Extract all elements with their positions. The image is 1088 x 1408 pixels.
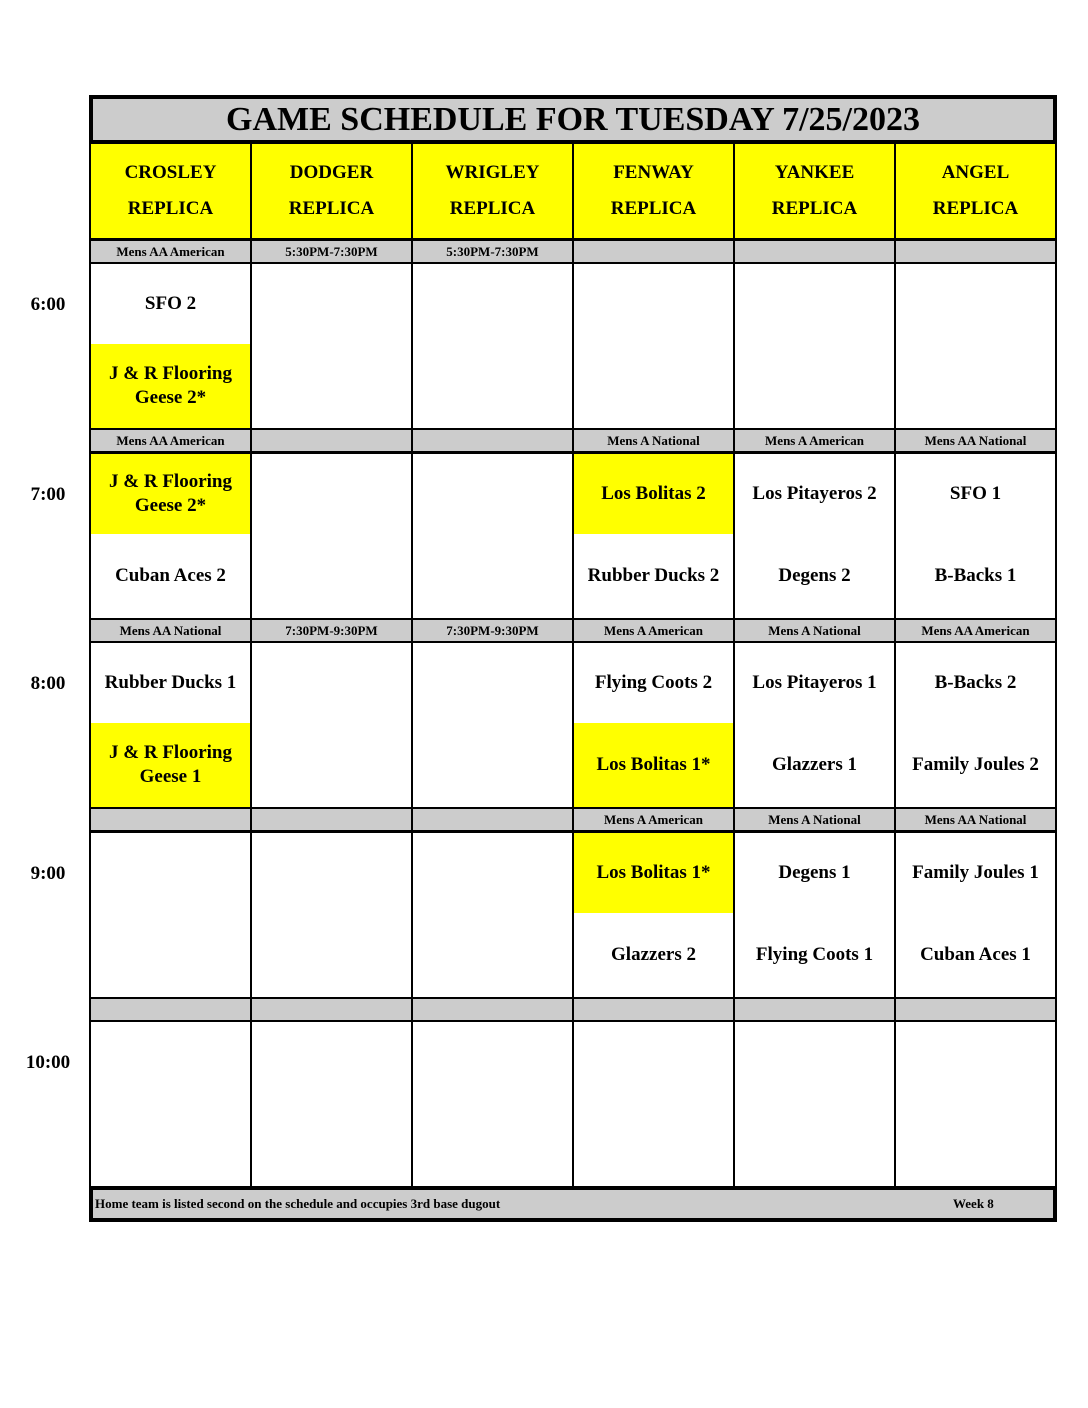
game-cell bbox=[89, 452, 252, 620]
stadium-header-yankee bbox=[733, 142, 896, 240]
away-team: Los Pitayeros 2 bbox=[752, 483, 877, 504]
away-team: Family Joules 1 bbox=[912, 862, 1039, 883]
stadium-name: ANGEL bbox=[941, 162, 1010, 183]
stadium-subtitle: REPLICA bbox=[449, 198, 536, 219]
division-label bbox=[572, 239, 735, 264]
game-cell bbox=[89, 1020, 252, 1188]
time-label: 9:00 bbox=[30, 863, 66, 884]
division-label bbox=[89, 997, 252, 1022]
game-cell bbox=[733, 641, 896, 809]
game-cell bbox=[250, 452, 413, 620]
game-cell bbox=[89, 831, 252, 999]
schedule-title: GAME SCHEDULE FOR TUESDAY 7/25/2023 bbox=[89, 95, 1057, 144]
game-cell bbox=[572, 452, 735, 620]
division-label: Mens A National bbox=[572, 428, 735, 453]
home-team: J & R Flooring Geese 1 bbox=[91, 723, 250, 807]
game-cell bbox=[572, 1020, 735, 1188]
game-cell bbox=[894, 262, 1057, 430]
game-cell bbox=[572, 262, 735, 430]
home-team: Rubber Ducks 2 bbox=[587, 565, 720, 586]
game-cell bbox=[250, 831, 413, 999]
game-cell bbox=[894, 452, 1057, 620]
schedule-footer bbox=[89, 1186, 1057, 1222]
home-team: Family Joules 2 bbox=[912, 754, 1039, 775]
game-cell bbox=[572, 641, 735, 809]
away-team: Los Pitayeros 1 bbox=[752, 672, 877, 693]
division-label: Mens AA National bbox=[894, 807, 1057, 832]
away-team: SFO 1 bbox=[949, 483, 1002, 504]
division-label bbox=[894, 239, 1057, 264]
division-label: 5:30PM-7:30PM bbox=[411, 239, 574, 264]
stadium-name: YANKEE bbox=[774, 162, 855, 183]
away-team: SFO 2 bbox=[144, 293, 197, 314]
division-label: Mens AA American bbox=[89, 428, 252, 453]
time-label: 6:00 bbox=[30, 294, 66, 315]
division-label bbox=[572, 997, 735, 1022]
game-cell bbox=[894, 641, 1057, 809]
stadium-header-fenway bbox=[572, 142, 735, 240]
away-team: J & R Flooring Geese 2* bbox=[91, 454, 250, 534]
game-cell bbox=[411, 262, 574, 430]
division-label bbox=[733, 239, 896, 264]
game-cell bbox=[89, 262, 252, 430]
division-label: Mens AA National bbox=[894, 428, 1057, 453]
game-cell bbox=[733, 1020, 896, 1188]
division-label bbox=[250, 807, 413, 832]
division-label bbox=[411, 428, 574, 453]
stadium-subtitle: REPLICA bbox=[127, 198, 214, 219]
game-cell bbox=[894, 831, 1057, 999]
division-label bbox=[250, 997, 413, 1022]
game-cell bbox=[250, 1020, 413, 1188]
game-cell bbox=[894, 1020, 1057, 1188]
stadium-name: FENWAY bbox=[613, 162, 694, 183]
game-cell bbox=[572, 831, 735, 999]
division-label: Mens A National bbox=[733, 807, 896, 832]
home-team: Glazzers 2 bbox=[611, 944, 696, 965]
away-team: Los Bolitas 1* bbox=[574, 833, 733, 913]
stadium-header-crosley bbox=[89, 142, 252, 240]
game-cell bbox=[411, 452, 574, 620]
game-cell bbox=[733, 831, 896, 999]
division-label: Mens AA National bbox=[89, 618, 252, 643]
stadium-header-wrigley bbox=[411, 142, 574, 240]
home-team: Los Bolitas 1* bbox=[574, 723, 733, 807]
stadium-name: WRIGLEY bbox=[445, 162, 540, 183]
division-label: Mens A American bbox=[572, 618, 735, 643]
division-label bbox=[894, 997, 1057, 1022]
away-team: Los Bolitas 2 bbox=[574, 454, 733, 534]
game-cell bbox=[89, 641, 252, 809]
division-label bbox=[411, 997, 574, 1022]
away-team: Rubber Ducks 1 bbox=[104, 672, 237, 693]
division-label bbox=[89, 807, 252, 832]
division-label: 7:30PM-9:30PM bbox=[250, 618, 413, 643]
home-team: B-Backs 1 bbox=[934, 565, 1017, 586]
game-cell bbox=[250, 641, 413, 809]
home-team: Glazzers 1 bbox=[772, 754, 857, 775]
away-team: B-Backs 2 bbox=[934, 672, 1017, 693]
stadium-header-dodger bbox=[250, 142, 413, 240]
home-team: Cuban Aces 1 bbox=[920, 944, 1031, 965]
home-team: J & R Flooring Geese 2* bbox=[91, 344, 250, 428]
game-cell bbox=[733, 262, 896, 430]
division-label bbox=[733, 997, 896, 1022]
stadium-name: CROSLEY bbox=[124, 162, 217, 183]
division-label: Mens A American bbox=[733, 428, 896, 453]
game-cell bbox=[411, 641, 574, 809]
game-cell bbox=[733, 452, 896, 620]
away-team: Flying Coots 2 bbox=[594, 672, 713, 693]
division-label bbox=[250, 428, 413, 453]
game-cell bbox=[411, 1020, 574, 1188]
stadium-subtitle: REPLICA bbox=[771, 198, 858, 219]
stadium-subtitle: REPLICA bbox=[288, 198, 375, 219]
away-team: Degens 1 bbox=[778, 862, 851, 883]
division-label: Mens AA American bbox=[89, 239, 252, 264]
week-label: Week 8 bbox=[953, 1196, 994, 1211]
division-label bbox=[411, 807, 574, 832]
division-label: Mens AA American bbox=[894, 618, 1057, 643]
home-team-note: Home team is listed second on the schedule and occupies 3rd base dugout bbox=[95, 1196, 501, 1211]
game-cell bbox=[250, 262, 413, 430]
division-label: Mens A American bbox=[572, 807, 735, 832]
stadium-subtitle: REPLICA bbox=[610, 198, 697, 219]
stadium-subtitle: REPLICA bbox=[932, 198, 1019, 219]
stadium-header-angel bbox=[894, 142, 1057, 240]
time-label: 7:00 bbox=[30, 484, 66, 505]
division-label: 7:30PM-9:30PM bbox=[411, 618, 574, 643]
stadium-name: DODGER bbox=[289, 162, 374, 183]
home-team: Degens 2 bbox=[778, 565, 851, 586]
home-team: Flying Coots 1 bbox=[755, 944, 874, 965]
time-label: 8:00 bbox=[30, 673, 66, 694]
division-label: Mens A National bbox=[733, 618, 896, 643]
time-label: 10:00 bbox=[25, 1052, 71, 1073]
game-cell bbox=[411, 831, 574, 999]
division-label: 5:30PM-7:30PM bbox=[250, 239, 413, 264]
home-team: Cuban Aces 2 bbox=[115, 565, 226, 586]
